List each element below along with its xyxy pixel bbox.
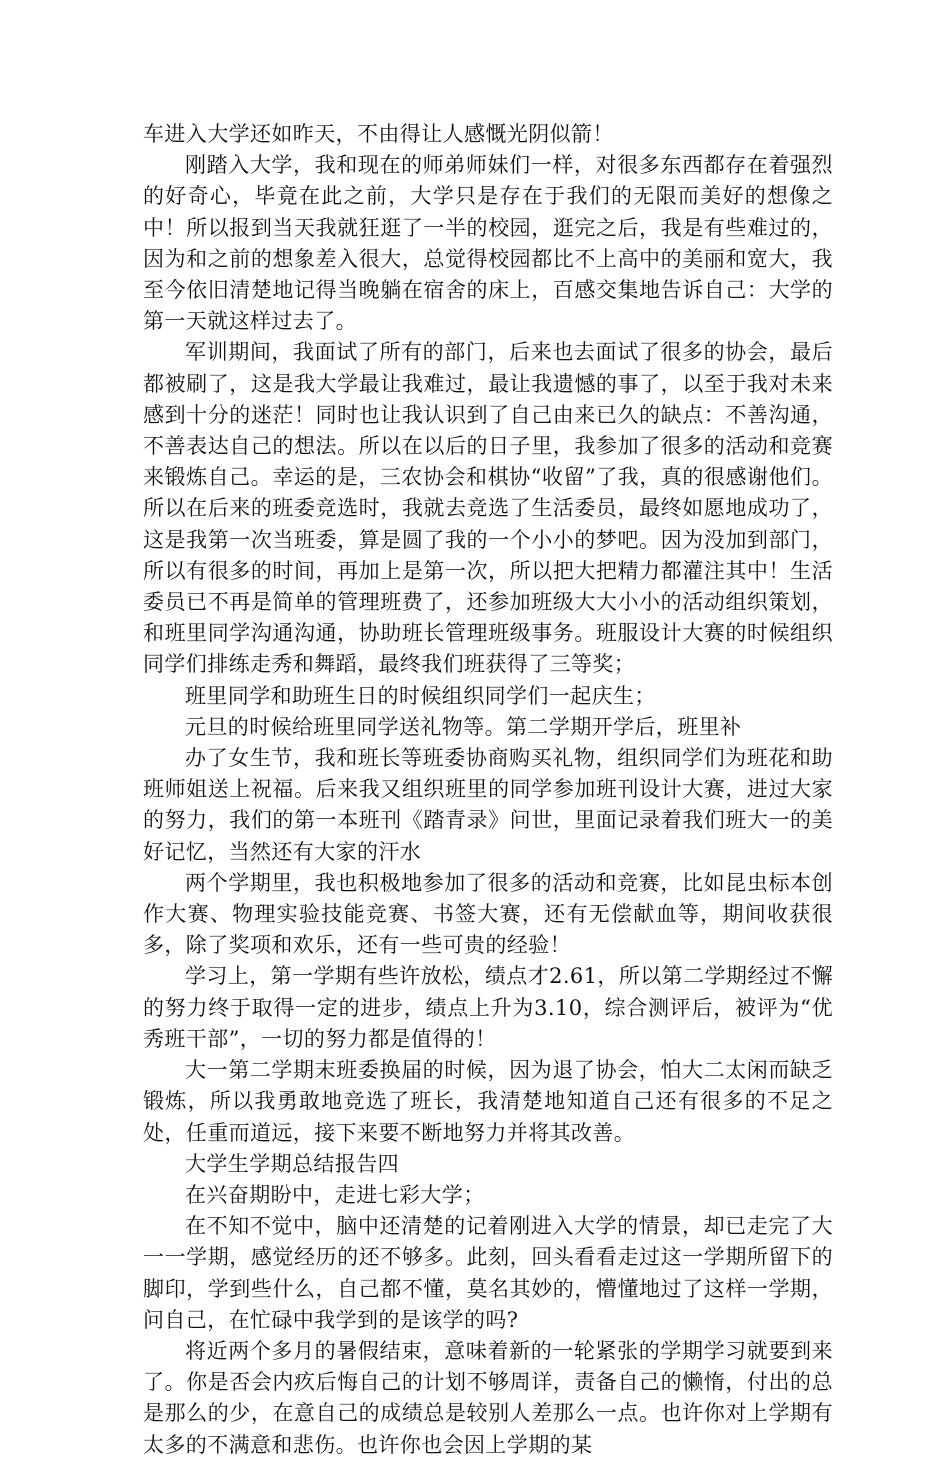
paragraph: 元旦的时候给班里同学送礼物等。第二学期开学后，班里补	[185, 714, 742, 739]
document-body	[143, 119, 833, 1461]
paragraph: 在不知不觉中，脑中还清楚的记着刚进入大学的情景，却已走完了大一一学期，感觉经历的还不够多。此刻，回头看看走过这一学期所留下的脚印，学到些什么，自己都不懂，莫名其妙的，懵懂地过了这样一学期，问自己，在忙碌中我学到的是该学的吗?	[143, 1214, 833, 1332]
paragraph: 办了女生节，我和班长等班委协商购买礼物，组织同学们为班花和助班师姐送上祝福。后来我又组织班里的同学参加班刊设计大赛，进过大家的努力，我们的第一本班刊《踏青录》问世，里面记录着我们班大一的美好记忆，当然还有大家的汗水	[143, 746, 833, 864]
paragraph: 将近两个多月的暑假结束，意味着新的一轮紧张的学期学习就要到来了。你是否会内疚后悔自己的计划不够周详，责备自己的懒惰，付出的总是那么的少，在意自己的成绩总是较别人差那么一点。也许你对上学期有太多的不满意和悲伤。也许你也会因上学期的某	[143, 1338, 833, 1457]
paragraph: 军训期间，我面试了所有的部门，后来也去面试了很多的协会，最后都被刷了，这是我大学最让我难过，最让我遗憾的事了，以至于我对未来感到十分的迷茫！同时也让我认识到了自己由来已久的缺点：不善沟通，不善表达自己的想法。所以在以后的日子里，我参加了很多的活动和竞赛来锻炼自己。幸运的是，三农协会和棋协“收留”了我，真的很感谢他们。所以在后来的班委竞选时，我就去竞选了生活委员，最终如愿地成功了，这是我第一次当班委，算是圆了我的一个小小的梦吧。因为没加到部门，所以有很多的时间，再加上是第一次，所以把大把精力都灌注其中！生活委员已不再是简单的管理班费了，还参加班级大大小小的活动组织策划，和班里同学沟通沟通，协助班长管理班级事务。班服设计大赛的时候组织同学们排练走秀和舞蹈，最终我们班获得了三等奖；	[143, 340, 833, 677]
paragraph: 刚踏入大学，我和现在的师弟师妹们一样，对很多东西都存在着强烈的好奇心，毕竟在此之前，大学只是存在于我们的无限而美好的想像之中！所以报到当天我就狂逛了一半的校园，逛完之后，我是有些难过的，因为和之前的想象差入很大，总觉得校园都比不上高中的美丽和宽大，我至今依旧清楚地记得当晚躺在宿舍的床上，百感交集地告诉自己：大学的第一天就这样过去了。	[143, 153, 833, 334]
paragraph: 学习上，第一学期有些许放松，绩点才2.61，所以第二学期经过不懈的努力终于取得一定的进步，绩点上升为3.10，综合测评后，被评为“优秀班干部”，一切的努力都是值得的！	[143, 964, 833, 1051]
paragraph: 大一第二学期末班委换届的时候，因为退了协会，怕大二太闲而缺乏锻炼，所以我勇敢地竞选了班长，我清楚地知道自己还有很多的不足之处，任重而道远，接下来要不断地努力并将其改善。	[143, 1058, 833, 1145]
paragraph: 在兴奋期盼中，走进七彩大学；	[185, 1182, 485, 1207]
paragraph: 两个学期里，我也积极地参加了很多的活动和竞赛，比如昆虫标本创作大赛、物理实验技能竞赛、书签大赛，还有无偿献血等，期间收获很多，除了奖项和欢乐，还有一些可贵的经验！	[143, 870, 833, 958]
section-heading: 大学生学期总结报告四	[185, 1151, 399, 1176]
paragraph: 车进入大学还如昨天，不由得让人感慨光阴似箭！	[143, 122, 614, 146]
paragraph: 班里同学和助班生日的时候组织同学们一起庆生；	[185, 683, 656, 708]
